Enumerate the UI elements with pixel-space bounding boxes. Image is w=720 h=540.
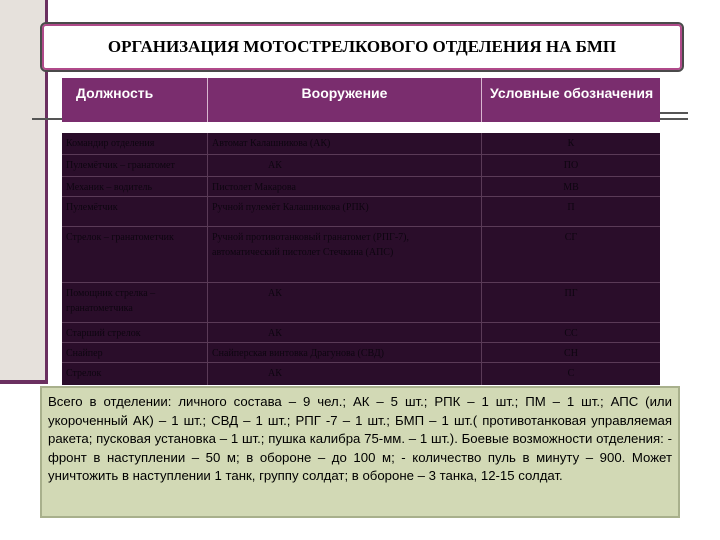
header-weapons: Вооружение <box>208 78 482 122</box>
table-header <box>62 78 660 122</box>
cell-symbol: П <box>567 202 575 213</box>
cell-weapons: Ручной пулемёт Калашникова (РПК) <box>208 197 482 226</box>
cell-position: Командир отделения <box>62 133 208 154</box>
cell-symbol: К <box>567 138 575 149</box>
header-symbols: Условные обозначения <box>490 85 654 101</box>
cell-symbol: ПО <box>563 160 579 171</box>
summary-box: Всего в отделении: личного состава – 9 чел.; АК – 5 шт.; РПК – 1 шт.; ПМ – 1 шт.; АПС (или укороченный АК) – 1 шт.; СВД – 1 шт.; РПГ -7 – 1 шт.; БМП – 1 шт.( противотанковая управляемая ракета; пусковая установка – 1 шт.; пушка калибра 75-мм. – 1 шт.). Боевые возможности отделения: - фронт в наступлении – 50 м; в обороне – до 100 м; - количество пуль в минуту – 900. Может уничтожить в наступлении 1 танк, группу солдат; в обороне – 3 танка, 12-15 солдат. <box>40 386 680 518</box>
cell-weapons: Пистолет Макарова <box>208 177 482 196</box>
cell-position: Старший стрелок <box>62 323 208 342</box>
cell-position: Стрелок – гранатометчик <box>62 227 208 282</box>
cell-weapons: АК <box>208 323 482 342</box>
cell-position: Снайпер <box>62 343 208 362</box>
cell-symbol: СГ <box>564 232 578 243</box>
cell-weapons: АК <box>208 363 482 385</box>
cell-weapons: АК <box>208 155 482 176</box>
table-row <box>62 155 660 177</box>
cell-symbol: СС <box>564 328 578 339</box>
table-row <box>62 283 660 323</box>
cell-weapons: Автомат Калашникова (АК) <box>208 133 482 154</box>
cell-symbol: СН <box>564 348 578 359</box>
cell-position: Помощник стрелка – гранатометчика <box>62 283 208 322</box>
cell-position: Стрелок <box>62 363 208 385</box>
table-row <box>62 227 660 283</box>
cell-symbol: С <box>567 368 575 379</box>
cell-weapons: Ручной противотанковый гранатомет (РПГ-7), автоматический пистолет Стечкина (АПС) <box>208 227 482 282</box>
decorative-line <box>660 112 688 114</box>
left-decoration-foot <box>0 380 48 384</box>
title-banner <box>40 22 684 72</box>
decorative-line <box>660 118 688 120</box>
cell-weapons: АК <box>208 283 482 322</box>
page-title: ОРГАНИЗАЦИЯ МОТОСТРЕЛКОВОГО ОТДЕЛЕНИЯ НА БМП <box>107 37 617 56</box>
organization-table <box>62 133 660 385</box>
table-row <box>62 197 660 227</box>
table-row <box>62 177 660 197</box>
cell-symbol: МВ <box>563 182 579 193</box>
table-row <box>62 323 660 343</box>
table-row <box>62 363 660 385</box>
decorative-line <box>32 118 62 120</box>
cell-weapons: Снайперская винтовка Драгунова (СВД) <box>208 343 482 362</box>
table-row <box>62 343 660 363</box>
cell-position: Механик – водитель <box>62 177 208 196</box>
cell-position: Пулемётчик <box>62 197 208 226</box>
table-row <box>62 133 660 155</box>
cell-symbol: ПГ <box>564 288 578 299</box>
header-position: Должность <box>62 78 208 122</box>
cell-position: Пулемётчик – гранатомет <box>62 155 208 176</box>
